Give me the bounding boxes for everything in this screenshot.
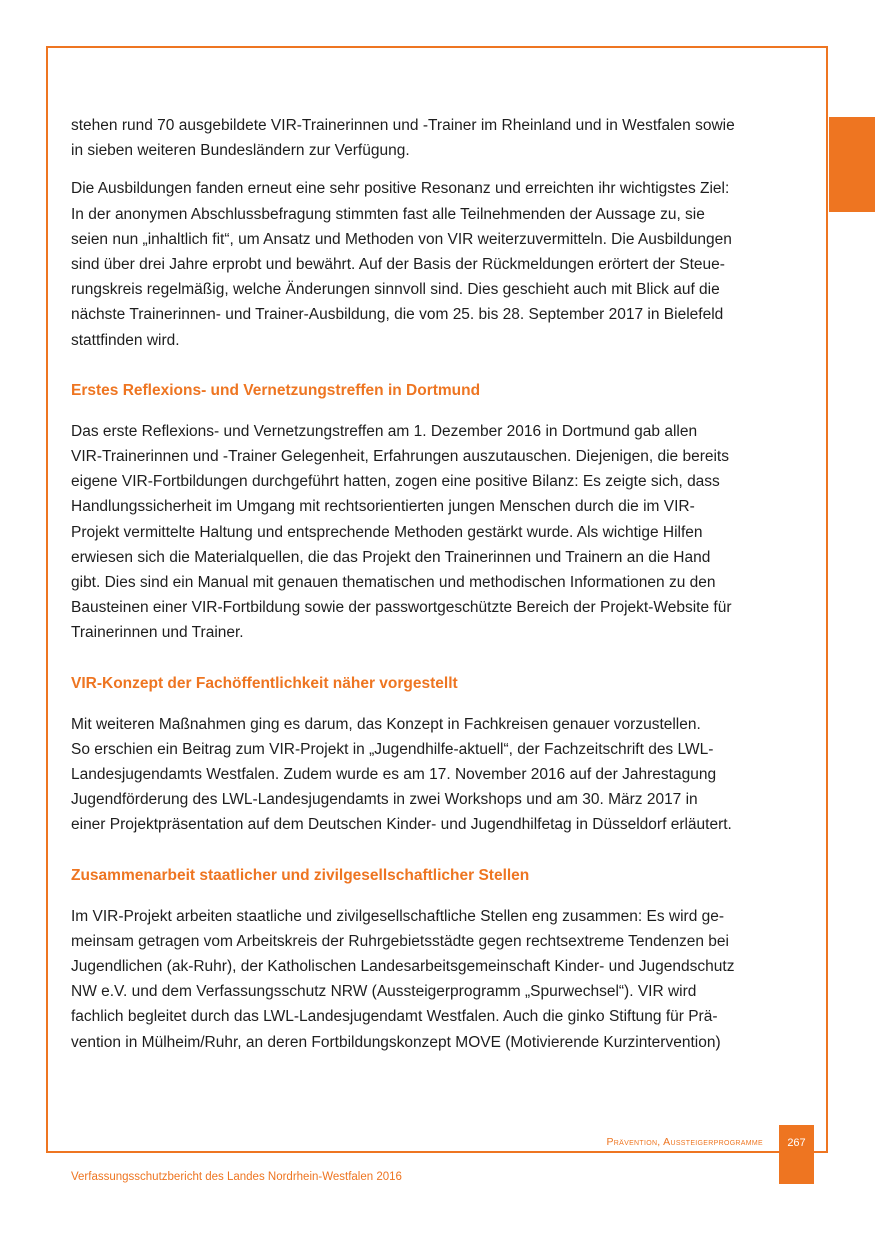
page-number-box <box>779 1125 814 1184</box>
paragraph-3 <box>71 419 789 646</box>
text-line: eigene VIR-Fortbildungen durchgeführt hatten, zogen eine positive Bilanz: Es zeigte sich, dass <box>71 473 720 491</box>
text-line: Projekt vermittelte Haltung und entsprechende Methoden gestärkt wurde. Als wichtige Hilfen <box>71 523 703 541</box>
text-line: vention in Mülheim/Ruhr, an deren Fortbildungskonzept MOVE (Motivierende Kurzintervention) <box>71 1033 721 1051</box>
text-line: stehen rund 70 ausgebildete VIR-Trainerinnen und -Trainer im Rheinland und in Westfalen sowie <box>71 117 735 134</box>
text-line: NW e.V. und dem Verfassungsschutz NRW (Aussteigerprogramm „Spurwechsel“). VIR wird <box>71 983 697 1001</box>
text-line: gibt. Dies sind ein Manual mit genauen thematischen und methodischen Informationen zu den <box>71 574 716 592</box>
text-line: stattfinden wird. <box>71 331 180 349</box>
text-line: sind über drei Jahre erprobt und bewährt. Auf der Basis der Rückmeldungen erörtert der Steue- <box>71 256 725 274</box>
page-content <box>71 113 789 1055</box>
text-line: Jugendlichen (ak-Ruhr), der Katholischen Landesarbeitsgemeinschaft Kinder- und Jugendschutz <box>71 958 735 976</box>
paragraph-5 <box>71 904 789 1055</box>
paragraph-2 <box>71 176 789 352</box>
text-line: In der anonymen Abschlussbefragung stimmten fast alle Teilnehmenden der Aussage zu, sie <box>71 205 705 223</box>
text-line: nächste Trainerinnen- und Trainer-Ausbildung, die vom 25. bis 28. September 2017 in Bielefeld <box>71 306 724 324</box>
text-line: fachlich begleitet durch das LWL-Landesjugendamt Westfalen. Auch die ginko Stiftung für Prä- <box>71 1008 718 1026</box>
section-heading-dortmund: Erstes Reflexions- und Vernetzungstreffen in Dortmund <box>71 381 481 399</box>
paragraph-1 <box>71 113 789 163</box>
text-line: rungskreis regelmäßig, welche Änderungen sinnvoll sind. Dies geschieht auch mit Blick auf die <box>71 281 720 299</box>
running-head-text: Prävention, Aussteigerprogramme <box>606 1136 763 1148</box>
text-line: Landesjugendamts Westfalen. Zudem wurde es am 17. November 2016 auf der Jahrestagung <box>71 766 717 784</box>
text-line: Im VIR-Projekt arbeiten staatliche und zivilgesellschaftliche Stellen eng zusammen: Es wird ge- <box>71 907 725 925</box>
chapter-tab-marker <box>829 117 875 212</box>
footer-publication-title: Verfassungsschutzbericht des Landes Nordrhein-Westfalen 2016 <box>71 1171 402 1183</box>
text-line: VIR-Trainerinnen und -Trainer Gelegenheit, Erfahrungen auszutauschen. Diejenigen, die bereits <box>71 448 729 466</box>
text-line: Jugendförderung des LWL-Landesjugendamts in zwei Workshops und am 30. März 2017 in <box>71 791 698 809</box>
text-line: einer Projektpräsentation auf dem Deutschen Kinder- und Jugendhilfetag in Düsseldorf erläutert. <box>71 816 732 834</box>
text-line: Bausteinen einer VIR-Fortbildung sowie der passwortgeschützte Bereich der Projekt-Website für <box>71 599 732 617</box>
paragraph-4 <box>71 712 789 838</box>
text-line: Trainerinnen und Trainer. <box>71 624 244 642</box>
text-line: seien nun „inhaltlich fit“, um Ansatz und Methoden von VIR weiterzuvermitteln. Die Ausbildungen <box>71 230 732 248</box>
text-line: Handlungssicherheit im Umgang mit rechtsorientierten jungen Menschen durch die im VIR- <box>71 498 695 516</box>
running-head <box>606 1136 763 1148</box>
text-line: Das erste Reflexions- und Vernetzungstreffen am 1. Dezember 2016 in Dortmund gab allen <box>71 422 698 440</box>
section-heading-konzept: VIR-Konzept der Fachöffentlichkeit näher vorgestellt <box>71 674 458 692</box>
text-line: meinsam getragen vom Arbeitskreis der Ruhrgebietsstädte gegen rechtsextreme Tendenzen bei <box>71 932 729 950</box>
text-line: Mit weiteren Maßnahmen ging es darum, das Konzept in Fachkreisen genauer vorzustellen. <box>71 715 701 733</box>
page-number: 267 <box>787 1137 806 1149</box>
text-line: in sieben weiteren Bundesländern zur Verfügung. <box>71 142 410 160</box>
section-heading-zusammenarbeit: Zusammenarbeit staatlicher und zivilgesellschaftlicher Stellen <box>71 866 530 884</box>
text-line: So erschien ein Beitrag zum VIR-Projekt in „Jugendhilfe-aktuell“, der Fachzeitschrift des LWL- <box>71 740 714 758</box>
text-line: erwiesen sich die Materialquellen, die das Projekt den Trainerinnen und Trainern an die Hand <box>71 548 711 566</box>
text-line: Die Ausbildungen fanden erneut eine sehr positive Resonanz und erreichten ihr wichtigstes Ziel: <box>71 180 730 198</box>
